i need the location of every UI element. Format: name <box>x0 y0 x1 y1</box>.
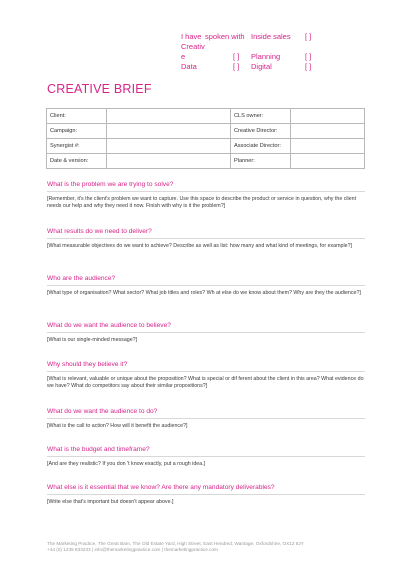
checkbox-planning[interactable] <box>233 52 239 62</box>
checklist-option <box>251 52 280 62</box>
checklist-label: Data <box>181 62 197 71</box>
checkbox-brackets: [ ] <box>233 52 240 61</box>
field-label: Synergist #: <box>47 139 107 154</box>
table-row <box>47 154 365 169</box>
section-body[interactable]: [What measurable objectives do we want to achieve? Describe as well as list: how many and what kind of meetings, for example?] <box>47 243 353 249</box>
section-body[interactable]: [What is the call to action? How will it benefit the audience?] <box>47 423 188 429</box>
checkbox-inside-sales[interactable] <box>305 32 311 42</box>
page-title: CREATIVE BRIEF <box>47 82 152 96</box>
date-version-value-cell[interactable] <box>107 154 231 169</box>
checkbox-brackets: [ ] <box>305 32 312 41</box>
client-value-cell[interactable] <box>107 109 231 124</box>
section-budget <box>47 446 365 468</box>
checklist-option <box>251 62 272 72</box>
section-audience <box>47 275 365 297</box>
checkbox-brackets: [ ] <box>305 62 312 71</box>
section-heading: Who are the audience? <box>47 275 365 286</box>
section-heading: Why should they believe it? <box>47 361 365 372</box>
section-body[interactable]: [Remember, it's the client's problem we want to capture. Use this space to describe the product or service in question, why the client needs our help and why they need it now. Finish with why is it the problem?] <box>47 196 357 210</box>
checkbox-brackets: [ ] <box>233 62 240 71</box>
section-body[interactable]: [What type of organisation? What sector? What job titles and roles? Wh at else do we know about them? Why are they the audience?] <box>47 290 361 296</box>
section-heading: What is the problem we are trying to solve? <box>47 181 365 192</box>
checkbox-digital[interactable] <box>233 62 239 72</box>
checklist-label: I have <box>181 32 202 41</box>
section-body[interactable]: [Write else that's important but doesn't appear above.] <box>47 499 174 505</box>
field-label: Date & version: <box>47 154 107 169</box>
field-label: Associate Director: <box>231 139 291 154</box>
checklist-option-inside-sales: Inside sales <box>251 32 291 41</box>
section-reasons <box>47 361 365 391</box>
checklist-label: e <box>181 52 186 61</box>
section-heading: What else is it essential that we know? Are there any mandatory deliverables? <box>47 484 365 495</box>
section-heading: What results do we need to deliver? <box>47 228 365 239</box>
planner-value-cell[interactable] <box>291 154 365 169</box>
checklist-row-2 <box>181 42 205 52</box>
table-row <box>47 109 365 124</box>
checklist-label: Creativ <box>181 42 205 51</box>
section-problem <box>47 181 365 211</box>
checklist-text: spoken with <box>205 32 245 41</box>
checklist-option-digital: Digital <box>251 62 272 71</box>
footer-contact: +44 (0) 1235 833233 | info@themarketingpractice.com | themarketingpractice.com <box>47 547 218 552</box>
synergist-value-cell[interactable] <box>107 139 231 154</box>
associate-director-value-cell[interactable] <box>291 139 365 154</box>
cls-owner-value-cell[interactable] <box>291 109 365 124</box>
checklist-row-1 <box>181 32 201 42</box>
table-row <box>47 139 365 154</box>
section-results <box>47 228 365 250</box>
field-label: Campaign: <box>47 124 107 139</box>
checkbox-planning-right[interactable] <box>305 52 311 62</box>
campaign-value-cell[interactable] <box>107 124 231 139</box>
creative-director-value-cell[interactable] <box>291 124 365 139</box>
footer <box>47 541 367 553</box>
footer-address: The Marketing Practice, The Great Barn, The Old Estate Yard, High Street, East Hendred, Wantage, Oxfordshire, OX12 8JY <box>47 541 304 546</box>
section-heading: What do we want the audience to believe? <box>47 322 365 333</box>
checklist-option-planning: Planning <box>251 52 281 61</box>
checkbox-digital-right[interactable] <box>305 62 311 72</box>
checklist-row-3 <box>181 52 185 62</box>
section-body[interactable]: [What is relevant, valuable or unique about the proposition? What is special or dif ferent about the client in this area? What evidence do we have? What do competitors say about their similar propositions?] <box>47 376 364 390</box>
checklist-text <box>205 32 245 42</box>
brief-details-table <box>46 108 365 169</box>
field-label: Planner: <box>231 154 291 169</box>
checklist-row-4 <box>181 62 197 72</box>
section-call-to-action <box>47 408 365 430</box>
field-label: Creative Director: <box>231 124 291 139</box>
table-row <box>47 124 365 139</box>
section-body[interactable]: [And are they realistic? If you don 't know exactly, put a rough idea.] <box>47 461 206 467</box>
section-belief <box>47 322 365 344</box>
section-body[interactable]: [What is our single-minded message?] <box>47 337 138 343</box>
field-label: Client: <box>47 109 107 124</box>
checkbox-brackets: [ ] <box>305 52 312 61</box>
field-label: CLS owner: <box>231 109 291 124</box>
section-essentials <box>47 484 365 506</box>
section-heading: What is the budget and timeframe? <box>47 446 365 457</box>
section-heading: What do we want the audience to do? <box>47 408 365 419</box>
checklist-option <box>251 32 291 42</box>
